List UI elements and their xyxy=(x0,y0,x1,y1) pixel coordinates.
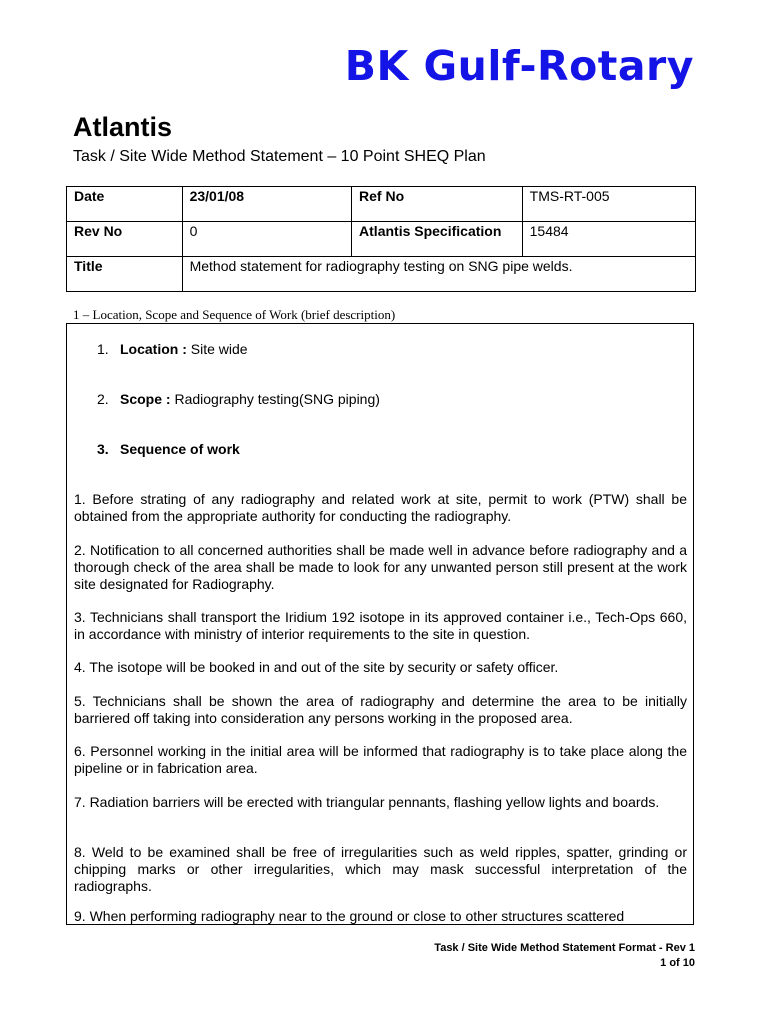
rev-value: 0 xyxy=(182,222,351,257)
ref-value: TMS-RT-005 xyxy=(522,187,695,222)
spec-value: 15484 xyxy=(522,222,695,257)
document-info-table xyxy=(66,186,696,292)
table-row xyxy=(67,187,696,222)
sequence-paragraph: 2. Notification to all concerned authorities shall be made well in advance before radiography and a thorough check of the area shall be made to look for any unwanted person still present at the work site designated for Radiography. xyxy=(74,542,687,592)
sequence-paragraph: 8. Weld to be examined shall be free of irregularities such as weld ripples, spatter, grinding or chipping marks or other irregularities, which may mask successful interpretation of the radiographs. xyxy=(74,844,687,894)
sequence-paragraph: 6. Personnel working in the initial area will be informed that radiography is to take place along the pipeline or in fabrication area. xyxy=(74,743,687,776)
heading-scope xyxy=(97,391,380,408)
heading-number: 3. xyxy=(97,441,109,457)
project-title: Atlantis xyxy=(73,112,173,142)
sequence-paragraph: 1. Before strating of any radiography and related work at site, permit to work (PTW) shall be obtained from the appropriate authority for conducting the radiography. xyxy=(74,491,687,524)
ref-label: Ref No xyxy=(352,187,523,222)
rev-label: Rev No xyxy=(67,222,183,257)
heading-label: Sequence of work xyxy=(120,441,240,457)
heading-number: 2. xyxy=(97,391,109,407)
footer-format: Task / Site Wide Method Statement Format - Rev 1 xyxy=(434,942,695,954)
title-label: Title xyxy=(67,257,183,292)
heading-label: Location : xyxy=(120,341,187,357)
page-footer xyxy=(434,941,695,971)
sequence-paragraph: 9. When performing radiography near to the ground or close to other structures scattered xyxy=(74,908,625,924)
heading-number: 1. xyxy=(97,341,109,357)
page-number: 1 of 10 xyxy=(660,957,695,969)
sequence-paragraph: 7. Radiation barriers will be erected with triangular pennants, flashing yellow lights and boards. xyxy=(74,794,660,810)
sequence-paragraph: 4. The isotope will be booked in and out of the site by security or safety officer. xyxy=(74,659,559,675)
title-value: Method statement for radiography testing on SNG pipe welds. xyxy=(182,257,695,292)
heading-value: Site wide xyxy=(186,341,248,357)
sequence-paragraph: 3. Technicians shall transport the Iridium 192 isotope in its approved container i.e., Tech-Ops 660, in accordance with ministry of interior requirements to the site in question. xyxy=(74,609,687,642)
spec-label: Atlantis Specification xyxy=(352,222,523,257)
company-name: BK Gulf-Rotary xyxy=(344,42,694,90)
heading-sequence xyxy=(97,441,240,458)
date-label: Date xyxy=(67,187,183,222)
table-row xyxy=(67,257,696,292)
heading-label: Scope : xyxy=(120,391,171,407)
section-content-box xyxy=(66,323,694,925)
table-row xyxy=(67,222,696,257)
sequence-paragraph: 5. Technicians shall be shown the area of radiography and determine the area to be initially barriered off taking into consideration any persons working in the proposed area. xyxy=(74,693,687,726)
heading-value: Radiography testing(SNG piping) xyxy=(170,391,380,407)
document-subtitle: Task / Site Wide Method Statement – 10 Point SHEQ Plan xyxy=(73,148,486,165)
section-caption: 1 – Location, Scope and Sequence of Work (brief description) xyxy=(73,307,396,322)
heading-location xyxy=(97,341,248,358)
date-value: 23/01/08 xyxy=(182,187,351,222)
